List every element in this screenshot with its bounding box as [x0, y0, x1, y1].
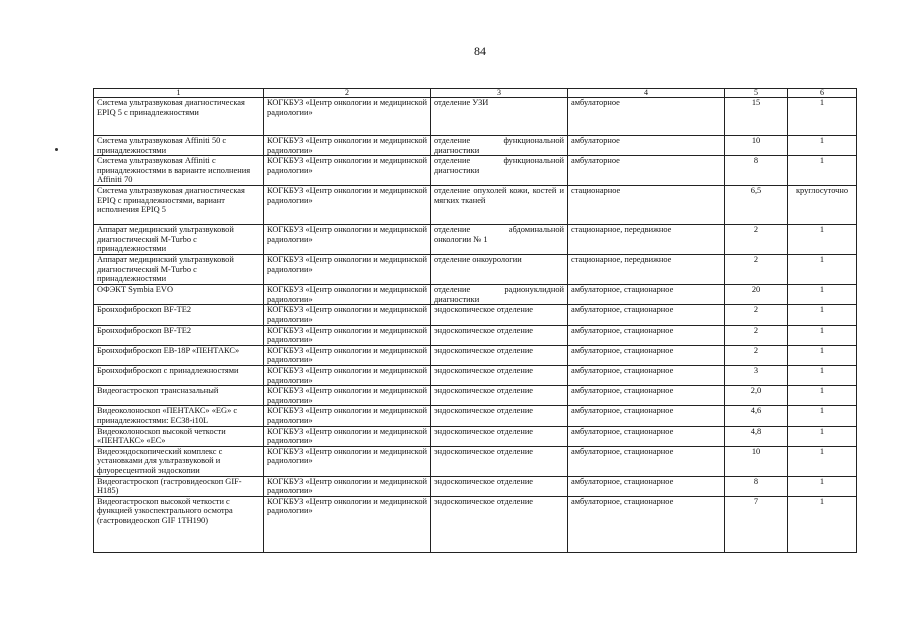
shifts-cell: 1: [788, 255, 857, 285]
care-mode-cell: амбулаторное: [568, 98, 725, 136]
table-header-row: [94, 89, 857, 98]
department-cell: отделение радионуклидной диагностики: [431, 285, 568, 305]
page-number: 84: [474, 44, 486, 58]
organization-cell: КОГКБУЗ «Центр онкологии и медицинской радиологии»: [264, 476, 431, 496]
care-mode-cell: амбулаторное, стационарное: [568, 496, 725, 552]
equipment-name-cell: Аппарат медицинский ультразвуковой диагностический M-Turbo с принадлежностями: [94, 255, 264, 285]
equipment-name-cell: Бронхофиброскоп EB-18P «ПЕНТАКС»: [94, 345, 264, 365]
organization-cell: КОГКБУЗ «Центр онкологии и медицинской радиологии»: [264, 156, 431, 186]
care-mode-cell: стационарное, передвижное: [568, 255, 725, 285]
load-cell: 3: [725, 365, 788, 385]
department-cell: отделение опухолей кожи, костей и мягких тканей: [431, 186, 568, 225]
organization-cell: КОГКБУЗ «Центр онкологии и медицинской радиологии»: [264, 386, 431, 406]
care-mode-cell: амбулаторное, стационарное: [568, 345, 725, 365]
table-row: [94, 285, 857, 305]
equipment-table: [93, 88, 857, 553]
table-row: [94, 446, 857, 476]
equipment-name-cell: Видеоколоноскоп «ПЕНТАКС» «EG» с принадлежностями: EC38-i10L: [94, 406, 264, 426]
table-row: [94, 476, 857, 496]
load-cell: 2: [725, 345, 788, 365]
organization-cell: КОГКБУЗ «Центр онкологии и медицинской радиологии»: [264, 496, 431, 552]
load-cell: 8: [725, 476, 788, 496]
load-cell: 6,5: [725, 186, 788, 225]
department-cell: отделение УЗИ: [431, 98, 568, 136]
care-mode-cell: амбулаторное, стационарное: [568, 325, 725, 345]
department-cell: эндоскопическое отделение: [431, 476, 568, 496]
shifts-cell: 1: [788, 285, 857, 305]
shifts-cell: 1: [788, 386, 857, 406]
load-cell: 20: [725, 285, 788, 305]
load-cell: 2: [725, 305, 788, 325]
equipment-name-cell: Видеогастроскоп трансназальный: [94, 386, 264, 406]
organization-cell: КОГКБУЗ «Центр онкологии и медицинской радиологии»: [264, 305, 431, 325]
department-cell: эндоскопическое отделение: [431, 496, 568, 552]
equipment-name-cell: Бронхофиброскоп BF-TE2: [94, 305, 264, 325]
organization-cell: КОГКБУЗ «Центр онкологии и медицинской радиологии»: [264, 136, 431, 156]
organization-cell: КОГКБУЗ «Центр онкологии и медицинской радиологии»: [264, 98, 431, 136]
organization-cell: КОГКБУЗ «Центр онкологии и медицинской радиологии»: [264, 365, 431, 385]
care-mode-cell: амбулаторное, стационарное: [568, 406, 725, 426]
care-mode-cell: амбулаторное, стационарное: [568, 285, 725, 305]
load-cell: 4,6: [725, 406, 788, 426]
shifts-cell: 1: [788, 136, 857, 156]
table-row: [94, 225, 857, 255]
care-mode-cell: амбулаторное, стационарное: [568, 426, 725, 446]
table-row: [94, 156, 857, 186]
shifts-cell: 1: [788, 345, 857, 365]
shifts-cell: 1: [788, 98, 857, 136]
shifts-cell: 1: [788, 156, 857, 186]
equipment-name-cell: Видеоколоноскоп высокой четкости «ПЕНТАКС» «EC»: [94, 426, 264, 446]
equipment-name-cell: Система ультразвуковая Affiniti с принадлежностями в варианте исполнения Affiniti 70: [94, 156, 264, 186]
load-cell: 10: [725, 136, 788, 156]
table-row: [94, 386, 857, 406]
equipment-name-cell: Аппарат медицинский ультразвуковой диагностический M-Turbo с принадлежностями: [94, 225, 264, 255]
equipment-name-cell: Видеоэндоскопический комплекс с установками для ультразвуковой и флуоресцентной эндоскопии: [94, 446, 264, 476]
care-mode-cell: амбулаторное: [568, 136, 725, 156]
care-mode-cell: стационарное: [568, 186, 725, 225]
care-mode-cell: амбулаторное, стационарное: [568, 446, 725, 476]
department-cell: эндоскопическое отделение: [431, 305, 568, 325]
equipment-name-cell: Бронхофиброскоп с принадлежностями: [94, 365, 264, 385]
column-header: 1: [94, 89, 264, 98]
department-cell: эндоскопическое отделение: [431, 446, 568, 476]
shifts-cell: 1: [788, 446, 857, 476]
department-cell: отделение онкоурологии: [431, 255, 568, 285]
equipment-name-cell: Видеогастроскоп (гастровидеоскоп GIF-H185): [94, 476, 264, 496]
column-header: 3: [431, 89, 568, 98]
load-cell: 7: [725, 496, 788, 552]
organization-cell: КОГКБУЗ «Центр онкологии и медицинской радиологии»: [264, 255, 431, 285]
equipment-name-cell: Система ультразвуковая диагностическая EPIQ 5 с принадлежностями: [94, 98, 264, 136]
department-cell: эндоскопическое отделение: [431, 406, 568, 426]
department-cell: эндоскопическое отделение: [431, 426, 568, 446]
load-cell: 10: [725, 446, 788, 476]
department-cell: эндоскопическое отделение: [431, 345, 568, 365]
equipment-name-cell: Система ультразвуковая Affiniti 50 с принадлежностями: [94, 136, 264, 156]
organization-cell: КОГКБУЗ «Центр онкологии и медицинской радиологии»: [264, 285, 431, 305]
equipment-name-cell: Бронхофиброскоп BF-TE2: [94, 325, 264, 345]
care-mode-cell: амбулаторное: [568, 156, 725, 186]
shifts-cell: 1: [788, 365, 857, 385]
organization-cell: КОГКБУЗ «Центр онкологии и медицинской радиологии»: [264, 406, 431, 426]
care-mode-cell: амбулаторное, стационарное: [568, 476, 725, 496]
table-row: [94, 325, 857, 345]
organization-cell: КОГКБУЗ «Центр онкологии и медицинской радиологии»: [264, 225, 431, 255]
table-row: [94, 305, 857, 325]
table-row: [94, 426, 857, 446]
shifts-cell: 1: [788, 496, 857, 552]
organization-cell: КОГКБУЗ «Центр онкологии и медицинской радиологии»: [264, 446, 431, 476]
table-row: [94, 98, 857, 136]
column-header: 5: [725, 89, 788, 98]
department-cell: эндоскопическое отделение: [431, 365, 568, 385]
column-header: 2: [264, 89, 431, 98]
care-mode-cell: стационарное, передвижное: [568, 225, 725, 255]
load-cell: 2: [725, 255, 788, 285]
table-row: [94, 365, 857, 385]
load-cell: 15: [725, 98, 788, 136]
load-cell: 4,8: [725, 426, 788, 446]
department-cell: отделение функциональной диагностики: [431, 136, 568, 156]
equipment-name-cell: ОФЭКТ Symbia EVO: [94, 285, 264, 305]
department-cell: эндоскопическое отделение: [431, 386, 568, 406]
shifts-cell: 1: [788, 325, 857, 345]
department-cell: отделение функциональной диагностики: [431, 156, 568, 186]
organization-cell: КОГКБУЗ «Центр онкологии и медицинской радиологии»: [264, 345, 431, 365]
load-cell: 2: [725, 225, 788, 255]
table-row: [94, 406, 857, 426]
shifts-cell: 1: [788, 476, 857, 496]
scan-speck: [55, 148, 58, 151]
load-cell: 2: [725, 325, 788, 345]
shifts-cell: 1: [788, 406, 857, 426]
shifts-cell: 1: [788, 225, 857, 255]
department-cell: эндоскопическое отделение: [431, 325, 568, 345]
table-row: [94, 255, 857, 285]
shifts-cell: 1: [788, 305, 857, 325]
column-header: 4: [568, 89, 725, 98]
shifts-cell: круглосуточно: [788, 186, 857, 225]
department-cell: отделение абдоминальной онкологии № 1: [431, 225, 568, 255]
organization-cell: КОГКБУЗ «Центр онкологии и медицинской радиологии»: [264, 186, 431, 225]
load-cell: 2,0: [725, 386, 788, 406]
equipment-name-cell: Система ультразвуковая диагностическая EPIQ с принадлежностями, вариант исполнения EPIQ 5: [94, 186, 264, 225]
column-header: 6: [788, 89, 857, 98]
table-row: [94, 136, 857, 156]
table-row: [94, 345, 857, 365]
equipment-name-cell: Видеогастроскоп высокой четкости с функцией узкоспектрального осмотра (гастровидеоскоп GIF 1TH190): [94, 496, 264, 552]
table-row: [94, 496, 857, 552]
care-mode-cell: амбулаторное, стационарное: [568, 305, 725, 325]
shifts-cell: 1: [788, 426, 857, 446]
care-mode-cell: амбулаторное, стационарное: [568, 365, 725, 385]
organization-cell: КОГКБУЗ «Центр онкологии и медицинской радиологии»: [264, 325, 431, 345]
care-mode-cell: амбулаторное, стационарное: [568, 386, 725, 406]
organization-cell: КОГКБУЗ «Центр онкологии и медицинской радиологии»: [264, 426, 431, 446]
load-cell: 8: [725, 156, 788, 186]
table-row: [94, 186, 857, 225]
